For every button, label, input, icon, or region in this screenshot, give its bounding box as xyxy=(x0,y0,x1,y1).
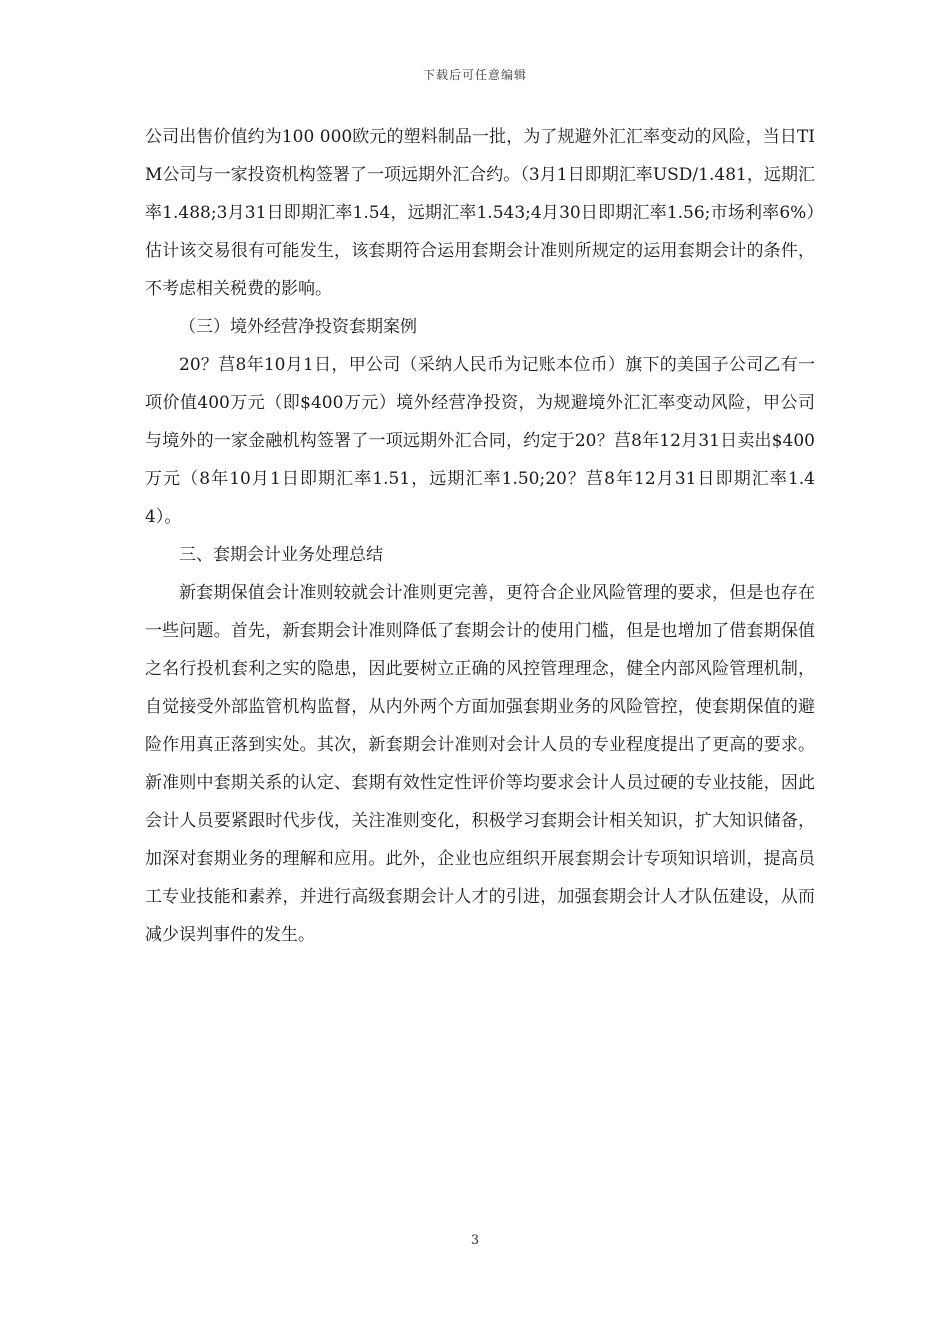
document-body xyxy=(145,118,815,954)
page-header: 下载后可任意编辑 xyxy=(422,68,527,82)
paragraph-net-investment-case: 20？莒8年10月1日，甲公司（采纳人民币为记账本位币）旗下的美国子公司乙有一项价值400万元（即$400万元）境外经营净投资，为规避境外汇汇率变动风险，甲公司与境外的一家金融机构签署了一项远期外汇合同，约定于20？莒8年12月31日卖出$400万元（8年10月1日即期汇率1.51，远期汇率1.50;20？莒8年12月31日即期汇率1.44）。 xyxy=(145,355,815,527)
paragraph-tim-forward-contract: 公司出售价值约为100 000欧元的塑料制品一批，为了规避外汇汇率变动的风险，当日TIM公司与一家投资机构签署了一项远期外汇合约。（3月1日即期汇率USD/1.481，远期汇率1.488;3月31日即期汇率1.54，远期汇率1.543;4月30日即期汇率1.56;市场利率6%）估计该交易很有可能发生，该套期符合运用套期会计准则所规定的运用套期会计的条件，不考虑相关税费的影响。 xyxy=(145,127,815,299)
page-number: 3 xyxy=(470,1233,480,1248)
section-heading-net-investment-hedge: （三）境外经营净投资套期案例 xyxy=(179,317,417,337)
section-heading-summary: 三、套期会计业务处理总结 xyxy=(179,545,383,565)
paragraph-summary: 新套期保值会计准则较就会计准则更完善，更符合企业风险管理的要求，但是也存在一些问题。首先，新套期会计准则降低了套期会计的使用门槛，但是也增加了借套期保值之名行投机套利之实的隐患，因此要树立正确的风控管理理念，健全内部风险管理机制，自觉接受外部监管机构监督，从内外两个方面加强套期业务的风险管控，使套期保值的避险作用真正落到实处。其次，新套期会计准则对会计人员的专业程度提出了更高的要求。新准则中套期关系的认定、套期有效性定性评价等均要求会计人员过硬的专业技能，因此会计人员要紧跟时代步伐，关注准则变化，积极学习套期会计相关知识，扩大知识储备，加深对套期业务的理解和应用。此外，企业也应组织开展套期会计专项知识培训，提高员工专业技能和素养，并进行高级套期会计人才的引进，加强套期会计人才队伍建设，从而减少误判事件的发生。 xyxy=(145,583,815,945)
